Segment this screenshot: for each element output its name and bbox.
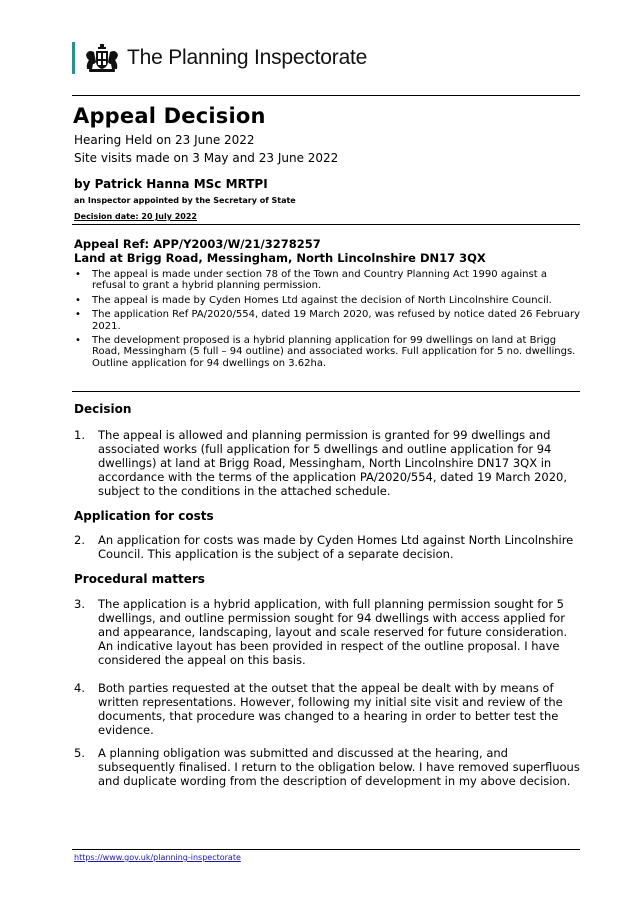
paragraph-text: An application for costs was made by Cyden Homes Ltd against North Lincolnshire Council. This application is the subject of a separate decision.: [98, 533, 574, 561]
paragraph: [74, 428, 580, 498]
section-heading-decision: Decision: [74, 402, 132, 416]
page-title: Appeal Decision: [73, 104, 266, 128]
list-item: • The application Ref PA/2020/554, dated 19 March 2020, was refused by notice dated 26 February 2021.: [74, 309, 582, 332]
appeal-reference-block: [74, 237, 486, 265]
paragraph-number: 2.: [74, 533, 85, 547]
list-item: • The appeal is made by Cyden Homes Ltd against the decision of North Lincolnshire Council.: [74, 295, 582, 306]
summary-divider: [72, 391, 580, 392]
list-item: • The development proposed is a hybrid planning application for 99 dwellings on land at Brigg Road, Messingham (5 full – 94 outline) and associated works. Full application for 5 no. dwellings. Outline application for 94 dwellings on 3.62ha.: [74, 335, 582, 369]
paragraph: [74, 533, 580, 561]
site-visit-dates: Site visits made on 3 May and 23 June 2022: [74, 151, 339, 165]
paragraph-number: 4.: [74, 681, 85, 695]
hearing-date: Hearing Held on 23 June 2022: [74, 133, 255, 147]
paragraph-text: A planning obligation was submitted and discussed at the hearing, and subsequently finalised. I return to the obligation below. I have removed superfluous and duplicate wording from the description of development in my above decision.: [98, 746, 580, 788]
paragraph: [74, 681, 580, 737]
paragraph-text: The appeal is allowed and planning permission is granted for 99 dwellings and associated works (full application for 5 dwellings and outline application for 94 dwellings) at land at Brigg Road, Messingham, North Lincolnshire DN17 3QX in accordance with the terms of the application PA/2020/554, dated 19 March 2020, subject to the conditions in the attached schedule.: [98, 428, 567, 498]
inspector-appointment: an Inspector appointed by the Secretary of State: [74, 196, 296, 205]
paragraph-text: The application is a hybrid application, with full planning permission sought for 5 dwellings, and outline permission sought for 94 dwellings with access applied for and appearance, landscaping, layout and scale reserved for future consideration. An indicative layout has been provided in respect of the outline proposal. I have considered the appeal on this basis.: [98, 597, 568, 667]
appeal-ref: Appeal Ref: APP/Y2003/W/21/3278257: [74, 237, 321, 251]
paragraph-number: 3.: [74, 597, 85, 611]
appeal-site-address: Land at Brigg Road, Messingham, North Lincolnshire DN17 3QX: [74, 251, 486, 265]
header-divider: [72, 95, 580, 96]
paragraph-number: 1.: [74, 428, 85, 442]
footer-link[interactable]: https://www.gov.uk/planning-inspectorate: [74, 853, 241, 862]
section-heading-procedural: Procedural matters: [74, 572, 205, 586]
footer-divider: [72, 849, 580, 850]
royal-coat-of-arms-icon: [83, 42, 121, 74]
title-divider: [72, 224, 580, 225]
paragraph-number: 5.: [74, 746, 85, 760]
list-item: • The appeal is made under section 78 of the Town and Country Planning Act 1990 against a refusal to grant a hybrid planning permission.: [74, 269, 582, 292]
paragraph: [74, 746, 580, 788]
organisation-name: The Planning Inspectorate: [127, 46, 368, 69]
organisation-logo: [72, 42, 367, 74]
accent-bar: [72, 42, 75, 74]
section-heading-costs: Application for costs: [74, 509, 214, 523]
appeal-summary-list: [74, 269, 582, 372]
paragraph-text: Both parties requested at the outset that the appeal be dealt with by means of written representations. However, following my initial site visit and review of the documents, that procedure was changed to a hearing in order to better test the evidence.: [98, 681, 563, 737]
decision-date: Decision date: 20 July 2022: [74, 212, 197, 221]
paragraph: [74, 597, 580, 667]
inspector-name: by Patrick Hanna MSc MRTPI: [74, 177, 268, 191]
